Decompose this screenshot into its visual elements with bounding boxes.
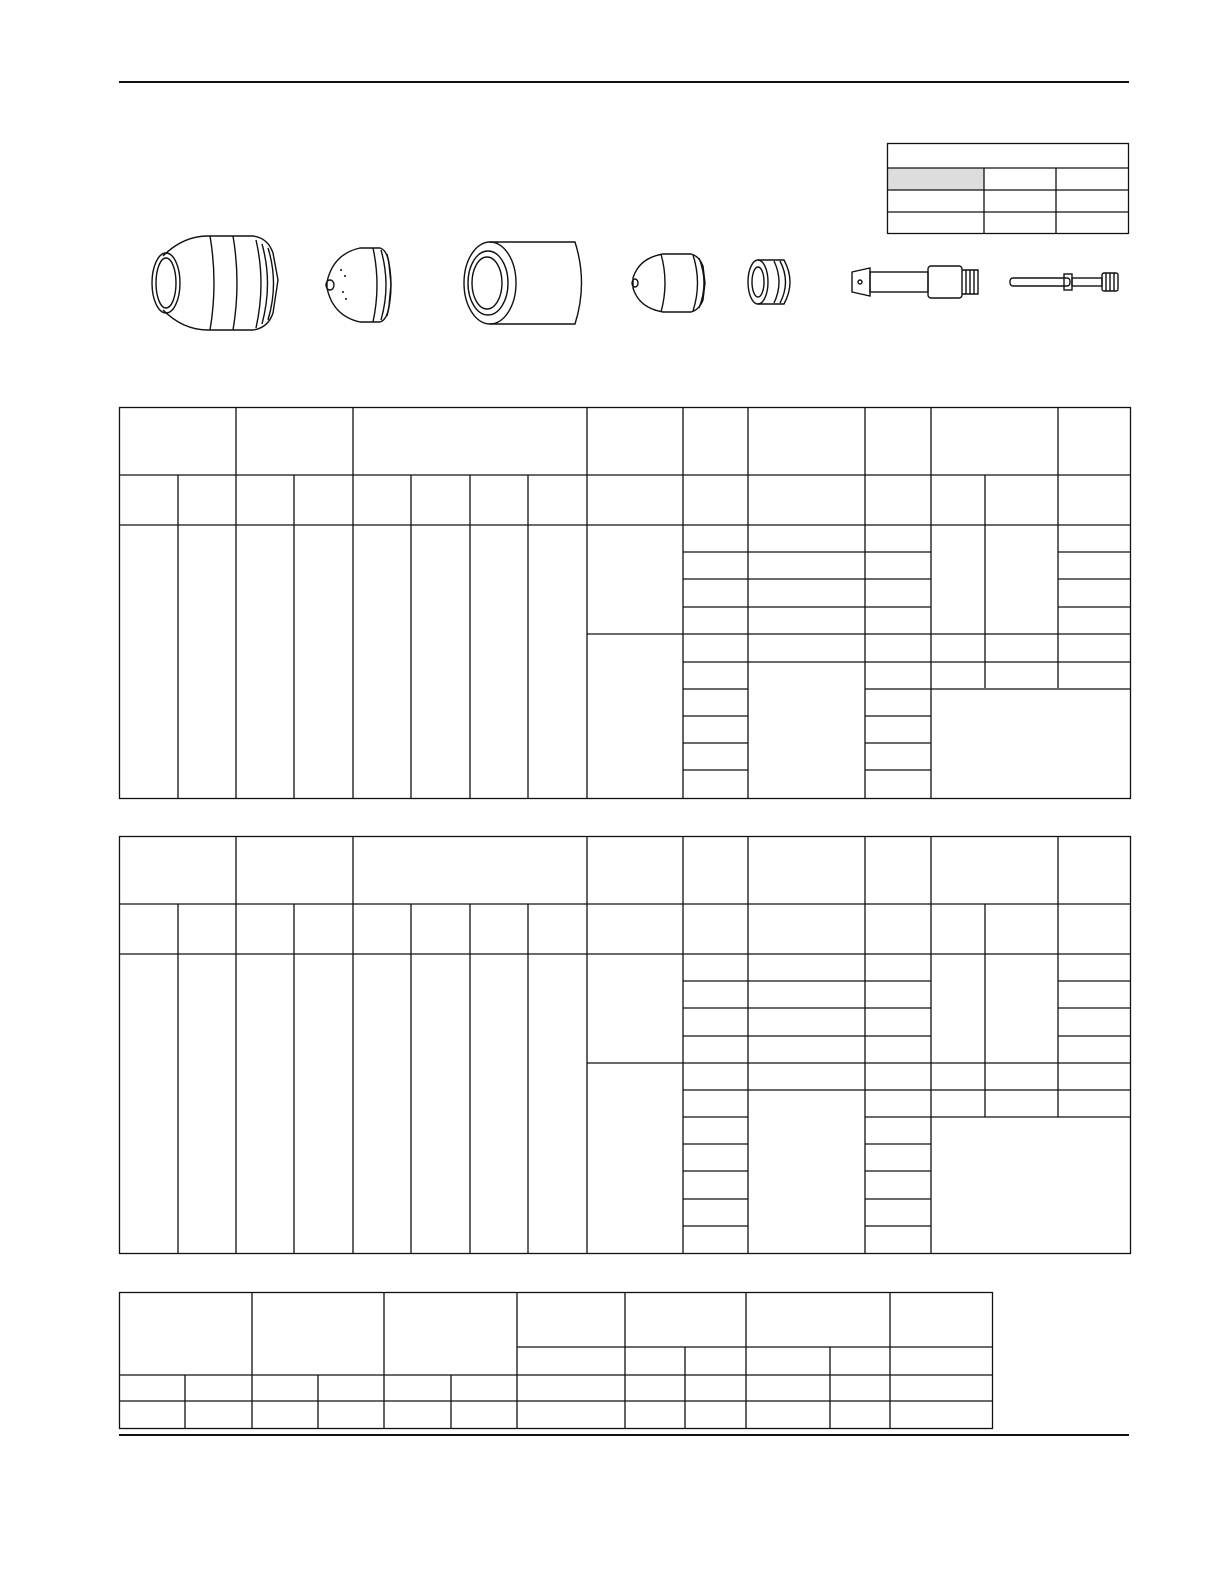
retaining-cap-icon [460, 236, 590, 330]
electrode-icon [846, 260, 986, 304]
legend-table-shaded-cell [888, 168, 984, 190]
parts-row [130, 222, 1130, 342]
upper-process-table [118, 406, 1132, 800]
swirl-ring-icon [744, 256, 804, 308]
bottom-rule [119, 1434, 1129, 1436]
nozzle-icon [625, 250, 715, 316]
lower-settings-table [118, 1291, 995, 1431]
water-tube-icon [1006, 268, 1124, 296]
top-rule [119, 81, 1129, 83]
nozzle-retaining-cap-icon [315, 244, 400, 326]
middle-process-table [118, 835, 1132, 1255]
shield-icon [138, 228, 288, 338]
